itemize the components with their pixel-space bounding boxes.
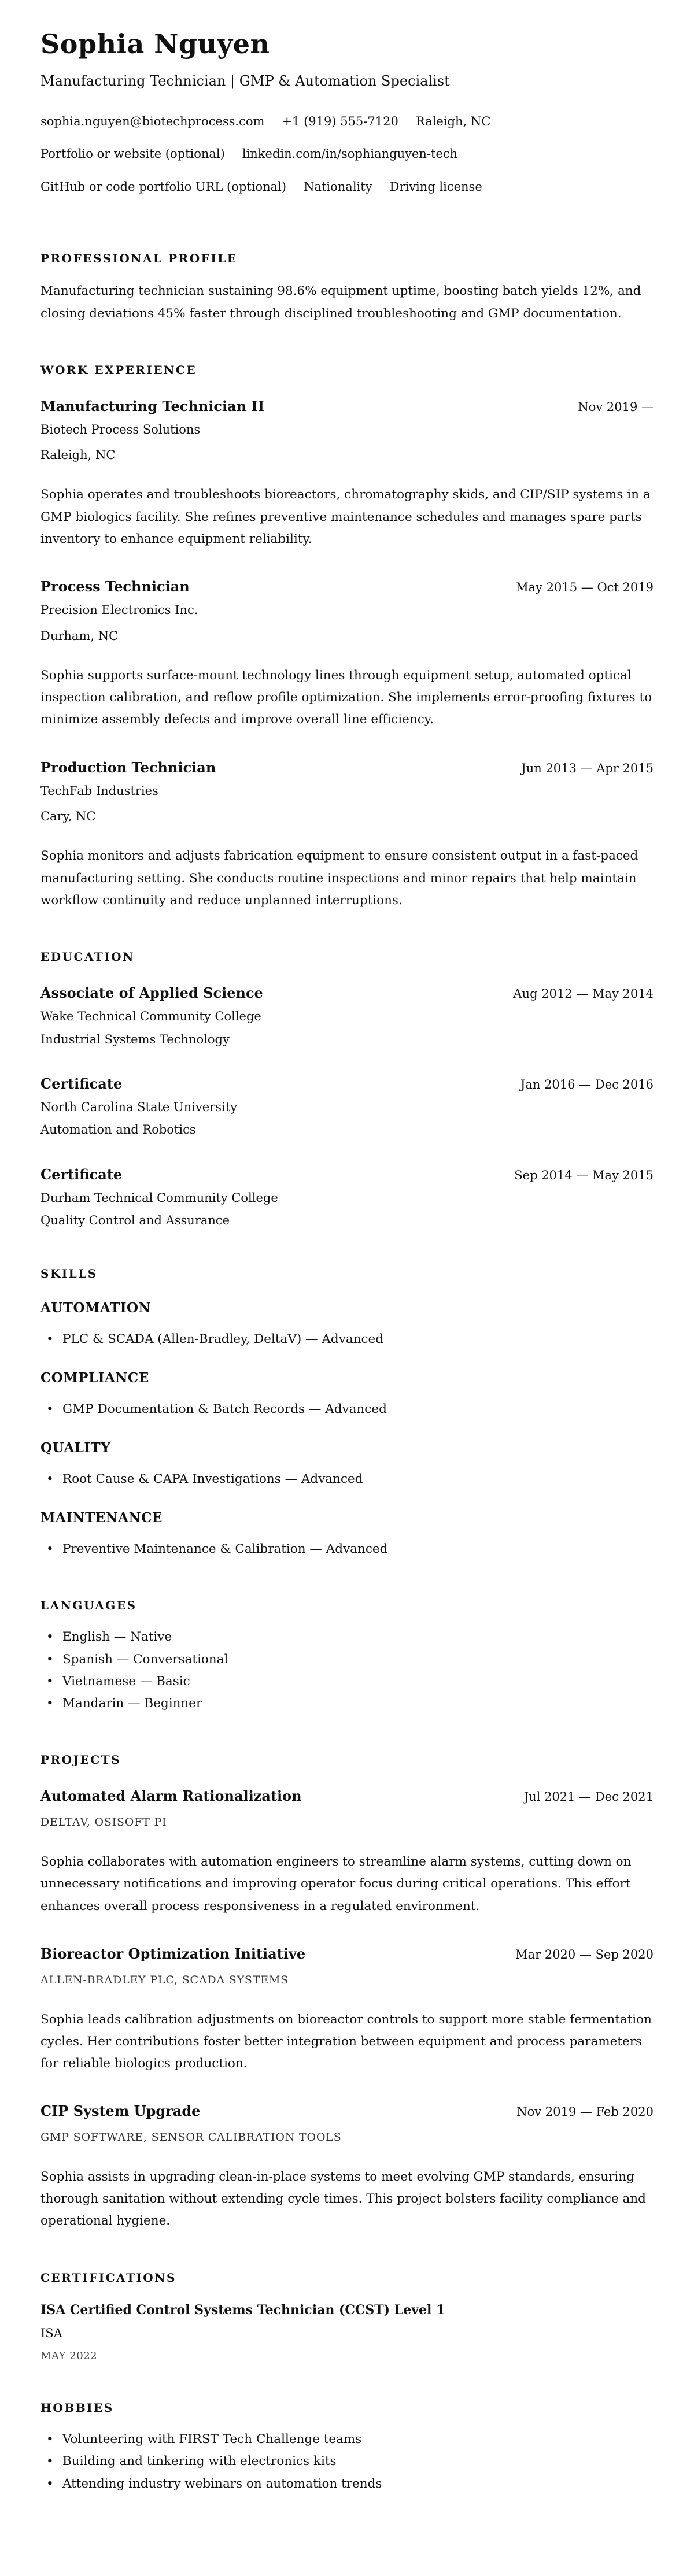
project-header bbox=[40, 1945, 654, 1963]
project-title: Automated Alarm Rationalization bbox=[40, 1787, 302, 1805]
education-degree: Certificate bbox=[40, 1165, 123, 1183]
project-description: Sophia collaborates with automation engineers to streamline alarm systems, cutting down on unnecessary notifications and improving operator focus during critical operations. This effort enhances overall process responsiveness in a regulated environment. bbox=[40, 1855, 632, 1914]
certification-entry bbox=[40, 2302, 654, 2363]
job-location: Cary, NC bbox=[40, 809, 96, 824]
language-item: • Spanish — Conversational bbox=[40, 1649, 654, 1671]
education-header bbox=[40, 984, 654, 1002]
section-languages bbox=[40, 1598, 654, 1715]
project-entry bbox=[40, 1787, 654, 1917]
skill-list bbox=[40, 1398, 654, 1420]
job-company: Biotech Process Solutions bbox=[40, 422, 201, 436]
project-entry bbox=[40, 2103, 654, 2232]
job-company: Precision Electronics Inc. bbox=[40, 603, 198, 617]
education-degree: Associate of Applied Science bbox=[40, 984, 263, 1002]
section-heading-certifications: CERTIFICATIONS bbox=[40, 2270, 176, 2285]
nationality-text: Nationality bbox=[304, 179, 372, 194]
education-dates: Jan 2016 — Dec 2016 bbox=[520, 1077, 654, 1091]
job-location: Raleigh, NC bbox=[40, 448, 116, 462]
job-dates: Nov 2019 — bbox=[578, 399, 654, 414]
resume-header bbox=[40, 29, 654, 221]
project-entry bbox=[40, 1945, 654, 2075]
location-text: Raleigh, NC bbox=[415, 114, 491, 129]
person-name: Sophia Nguyen bbox=[40, 28, 270, 60]
education-school: Durham Technical Community College bbox=[40, 1190, 278, 1205]
project-description: Sophia assists in upgrading clean-in-place systems to meet evolving GMP standards, ensuring thorough sanitation without extending cycle times. This project bolsters facility compliance and operational hygiene. bbox=[40, 2169, 646, 2229]
job-title: Manufacturing Technician II bbox=[40, 397, 264, 414]
job-description: Sophia monitors and adjusts fabrication equipment to ensure consistent output in a fast-paced manufacturing setting. She conducts routine inspections and minor repairs that help maintain workflow continuity and reduce unplanned interruptions. bbox=[40, 849, 638, 908]
section-professional-profile bbox=[40, 251, 654, 325]
language-item: • Vietnamese — Basic bbox=[40, 1671, 654, 1693]
skill-category: MAINTENANCE bbox=[40, 1510, 163, 1526]
contact-row-extra bbox=[40, 179, 654, 195]
person-title: Manufacturing Technician | GMP & Automation Specialist bbox=[40, 72, 450, 89]
certification-date: MAY 2022 bbox=[40, 2349, 98, 2362]
certification-title: ISA Certified Control Systems Technician (CCST) Level 1 bbox=[40, 2302, 445, 2318]
skill-category: AUTOMATION bbox=[40, 1300, 152, 1316]
project-dates: Mar 2020 — Sep 2020 bbox=[515, 1947, 654, 1961]
hobby-item: • Volunteering with FIRST Tech Challenge teams bbox=[40, 2429, 654, 2451]
skill-group bbox=[40, 1370, 654, 1420]
profile-summary: Manufacturing technician sustaining 98.6% equipment uptime, boosting batch yields 12%, and closing deviations 45% faster through disciplined troubleshooting and GMP documentation. bbox=[40, 284, 641, 321]
education-degree: Certificate bbox=[40, 1075, 123, 1092]
job-header bbox=[40, 578, 654, 595]
section-projects bbox=[40, 1753, 654, 2232]
education-school: Wake Technical Community College bbox=[40, 1009, 261, 1024]
education-entry bbox=[40, 1166, 654, 1229]
education-header bbox=[40, 1166, 654, 1183]
phone-text: +1 (919) 555-7120 bbox=[282, 114, 398, 129]
skill-group bbox=[40, 1510, 654, 1560]
skill-item: • PLC & SCADA (Allen-Bradley, DeltaV) — Advanced bbox=[40, 1328, 654, 1350]
job-company: TechFab Industries bbox=[40, 783, 158, 798]
project-title: Bioreactor Optimization Initiative bbox=[40, 1945, 306, 1962]
education-header bbox=[40, 1075, 654, 1093]
section-education bbox=[40, 950, 654, 1228]
hobby-item: • Building and tinkering with electronics kits bbox=[40, 2451, 654, 2473]
github-placeholder-text: GitHub or code portfolio URL (optional) bbox=[40, 179, 287, 194]
language-item: • English — Native bbox=[40, 1626, 654, 1648]
project-dates: Jul 2021 — Dec 2021 bbox=[523, 1790, 654, 1804]
section-heading-profile: PROFESSIONAL PROFILE bbox=[40, 251, 238, 266]
skill-group bbox=[40, 1300, 654, 1350]
skill-group bbox=[40, 1440, 654, 1490]
project-header bbox=[40, 1787, 654, 1805]
section-heading-work: WORK EXPERIENCE bbox=[40, 362, 197, 377]
portfolio-placeholder-text: Portfolio or website (optional) bbox=[40, 147, 225, 161]
education-dates: Aug 2012 — May 2014 bbox=[513, 987, 654, 1001]
project-tools: DELTAV, OSISOFT PI bbox=[40, 1816, 167, 1829]
job-dates: May 2015 — Oct 2019 bbox=[516, 580, 654, 595]
project-tools: GMP SOFTWARE, SENSOR CALIBRATION TOOLS bbox=[40, 2131, 342, 2144]
contact-row-primary bbox=[40, 113, 654, 130]
job-dates: Jun 2013 — Apr 2015 bbox=[521, 761, 654, 775]
section-heading-projects: PROJECTS bbox=[40, 1753, 121, 1767]
job-title: Process Technician bbox=[40, 578, 190, 595]
project-dates: Nov 2019 — Feb 2020 bbox=[516, 2105, 654, 2119]
job-header bbox=[40, 759, 654, 776]
linkedin-text: linkedin.com/in/sophianguyen-tech bbox=[242, 147, 458, 161]
job-header bbox=[40, 398, 654, 415]
job-entry bbox=[40, 578, 654, 731]
section-skills bbox=[40, 1267, 654, 1560]
certification-issuer: ISA bbox=[40, 2326, 62, 2341]
skill-item: • GMP Documentation & Batch Records — Advanced bbox=[40, 1398, 654, 1420]
section-heading-languages: LANGUAGES bbox=[40, 1598, 137, 1613]
skill-item: • Root Cause & CAPA Investigations — Advanced bbox=[40, 1468, 654, 1490]
section-heading-education: EDUCATION bbox=[40, 950, 135, 964]
section-hobbies bbox=[40, 2401, 654, 2495]
job-description: Sophia supports surface-mount technology lines through equipment setup, automated optical inspection calibration, and reflow profile optimization. She implements error-proofing fixtures to minimize assembly defects and improve overall line efficiency. bbox=[40, 668, 652, 727]
email-text: sophia.nguyen@biotechprocess.com bbox=[40, 114, 265, 129]
education-field: Industrial Systems Technology bbox=[40, 1032, 230, 1046]
skill-list bbox=[40, 1538, 654, 1560]
hobby-item: • Attending industry webinars on automation trends bbox=[40, 2473, 654, 2495]
section-work-experience bbox=[40, 363, 654, 912]
job-description: Sophia operates and troubleshoots bioreactors, chromatography skids, and CIP/SIP systems in a GMP biologics facility. She refines preventive maintenance schedules and manages spare parts inventory to enhance equipment reliability. bbox=[40, 487, 651, 546]
project-title: CIP System Upgrade bbox=[40, 2103, 201, 2120]
education-entry bbox=[40, 984, 654, 1048]
contact-info bbox=[40, 113, 654, 195]
language-item: • Mandarin — Beginner bbox=[40, 1693, 654, 1715]
education-entry bbox=[40, 1075, 654, 1138]
skill-list bbox=[40, 1328, 654, 1350]
driving-license-text: Driving license bbox=[389, 179, 482, 194]
section-heading-hobbies: HOBBIES bbox=[40, 2401, 114, 2415]
project-tools: ALLEN-BRADLEY PLC, SCADA SYSTEMS bbox=[40, 1973, 289, 1986]
skill-category: COMPLIANCE bbox=[40, 1370, 149, 1386]
job-title: Production Technician bbox=[40, 758, 216, 776]
project-description: Sophia leads calibration adjustments on bioreactor controls to support more stable fermentation cycles. Her contributions foster better integration between equipment and process parameters for reliable biologics production. bbox=[40, 2012, 652, 2071]
skill-category: QUALITY bbox=[40, 1440, 111, 1456]
contact-row-links bbox=[40, 146, 654, 162]
hobby-list bbox=[40, 2429, 654, 2495]
job-entry bbox=[40, 398, 654, 550]
education-field: Quality Control and Assurance bbox=[40, 1213, 230, 1227]
education-field: Automation and Robotics bbox=[40, 1123, 196, 1137]
job-location: Durham, NC bbox=[40, 628, 119, 643]
education-school: North Carolina State University bbox=[40, 1100, 238, 1114]
section-heading-skills: SKILLS bbox=[40, 1267, 98, 1281]
language-list bbox=[40, 1626, 654, 1715]
section-certifications bbox=[40, 2271, 654, 2363]
skill-item: • Preventive Maintenance & Calibration — Advanced bbox=[40, 1538, 654, 1560]
skill-list bbox=[40, 1468, 654, 1490]
job-entry bbox=[40, 759, 654, 912]
project-header bbox=[40, 2103, 654, 2120]
education-dates: Sep 2014 — May 2015 bbox=[514, 1168, 654, 1182]
